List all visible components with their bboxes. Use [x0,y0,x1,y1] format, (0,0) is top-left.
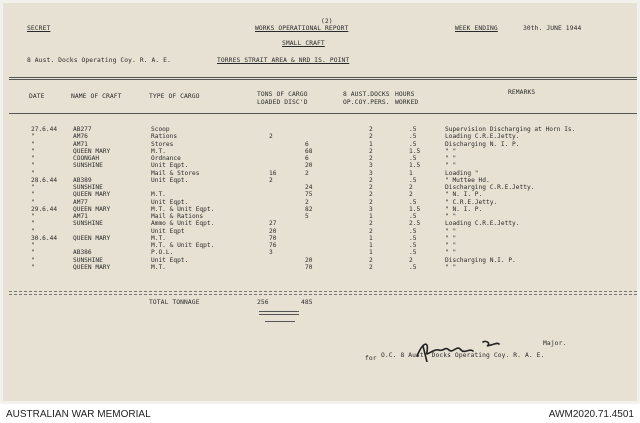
loaded-cell [269,184,287,191]
col-docks-2: OP.COY.PERS. [343,99,390,106]
craft-cell [73,170,145,177]
remarks-cell: Discharging N. I. P. [445,140,520,148]
date-cell: " [31,133,35,141]
col-hours-1: HOURS [395,91,415,98]
pers-column [369,126,379,271]
hours-cell: .5 [409,263,417,271]
hours-cell: .5 [409,234,417,242]
hours-cell: 1.5 [409,205,421,213]
disc-column [305,126,323,271]
col-remarks: REMARKS [508,89,536,96]
craft-cell: COONGAH [73,155,100,162]
pers-cell: 3 [369,169,373,177]
loaded-cell [269,191,287,198]
page-number: (2) [321,18,333,25]
date-cell: " [31,220,35,228]
remarks-cell: " " [445,227,457,235]
report-title: WORKS OPERATIONAL REPORT [255,25,349,32]
remarks-cell: " " [445,162,457,170]
disc-cell: 5 [305,213,309,220]
cargo-cell: M.T. [151,263,166,271]
craft-cell: AB277 [73,126,92,133]
remarks-cell: Discharging C.R.E.Jetty. [445,184,535,191]
remarks-cell: " " [445,213,457,220]
loaded-cell [269,148,287,155]
total-disc: 485 [301,299,313,306]
disc-cell [305,133,323,140]
remarks-cell: " " [445,242,457,249]
craft-cell: QUEEN MARY [73,263,111,271]
remarks-cell: " " [445,263,457,271]
date-cell: " [31,227,35,235]
cargo-cell [151,184,251,191]
loaded-cell [269,206,287,213]
loaded-cell [269,126,287,133]
remarks-cell: " N. I. P. [445,191,483,199]
col-docks-1: 8 AUST.DOCKS [343,91,390,98]
craft-cell: QUEEN MARY [73,147,111,155]
col-cargo: TYPE OF CARGO [149,93,200,100]
cargo-cell: Unit Eqpt. [151,198,189,206]
date-cell: 27.6.44 [31,126,58,133]
craft-cell: AB386 [73,249,92,257]
date-cell: " [31,162,35,170]
header-rule-bottom [9,113,637,114]
craft-cell: AM77 [73,198,88,206]
loaded-cell [269,155,287,162]
cargo-cell: Unit Eqpt [151,227,185,235]
loaded-cell [269,264,287,271]
remarks-cell: Supervision Discharging at Horn Is. [445,126,576,133]
hours-cell: .5 [409,140,417,148]
hours-cell: 1.5 [409,162,421,170]
unit-name: 8 Aust. Docks Operating Coy. R. A. E. [27,57,171,64]
disc-cell: 82 [305,205,313,213]
loaded-cell [269,213,287,220]
hours-column [409,126,425,271]
disc-cell [305,242,323,249]
total-underline-3 [265,321,295,322]
cargo-cell: M.T. & Unit Eqpt. [151,242,215,249]
col-craft: NAME OF CRAFT [71,93,122,100]
pers-cell: 1 [369,234,373,242]
loaded-cell: 76 [269,242,277,249]
craft-cell: AM76 [73,133,88,141]
col-tons-1: TONS OF CARGO [257,91,308,98]
loaded-cell: 20 [269,227,277,235]
loaded-cell: 2 [269,176,273,184]
hours-cell: .5 [409,176,417,184]
cargo-cell: M.T. [151,147,166,155]
craft-cell [73,242,145,249]
pers-cell: 2 [369,256,373,264]
loaded-column [269,126,287,271]
hours-cell: 1.5 [409,147,421,155]
hours-cell: .5 [409,213,417,220]
signature-prefix: for [365,355,377,362]
hours-cell: .5 [409,249,417,257]
week-label: WEEK ENDING [455,25,498,32]
report-subtitle: SMALL CRAFT [282,40,325,47]
loaded-cell [269,257,287,264]
pers-cell: 2 [369,220,373,228]
remarks-cell: " " [445,249,457,257]
cargo-cell: Scoop [151,126,170,133]
loaded-cell: 16 [269,169,277,177]
pers-cell: 1 [369,249,373,257]
pers-cell: 1 [369,213,373,220]
pers-cell: 2 [369,263,373,271]
loaded-cell: 27 [269,220,277,228]
remarks-column [445,126,635,271]
cargo-cell: M.T. [151,234,166,242]
remarks-cell: " N. I. P. [445,205,483,213]
remarks-cell: Loading " [445,169,479,177]
col-date: DATE [29,93,45,100]
footer-right: AWM2020.71.4501 [548,409,634,420]
date-cell: " [31,263,35,271]
date-cell: " [31,184,35,191]
total-underline [259,311,299,312]
cargo-cell: Unit Eqpt. [151,176,189,184]
cargo-cell: Unit Eqpt. [151,162,189,170]
pers-cell: 2 [369,191,373,199]
date-cell: " [31,155,35,162]
pers-cell: 3 [369,205,373,213]
signature-line: O.C. 8 Aust. Docks Operating Coy. R. A. E. [381,352,545,359]
remarks-cell: " Muttee Hd. [445,176,490,184]
cargo-column [151,126,251,271]
disc-cell: 75 [305,191,313,199]
disc-cell [305,220,323,227]
loaded-cell [269,199,287,206]
footer-left: AUSTRALIAN WAR MEMORIAL [6,409,151,420]
craft-column [73,126,145,271]
week-value: 30th. JUNE 1944 [523,25,582,32]
total-underline-2 [259,314,299,315]
disc-cell [305,228,323,235]
totals-rule [9,291,637,292]
loaded-cell [269,141,287,148]
disc-cell: 70 [305,263,313,271]
pers-cell: 2 [369,126,373,133]
archive-footer [0,404,640,423]
pers-cell: 2 [369,184,373,191]
area-name: TORRES STRAIT AREA & NRD IS. POINT [217,57,350,64]
header-rule-top-2 [9,79,637,80]
cargo-cell: Stores [151,140,174,148]
classification: SECRET [27,25,51,32]
loaded-cell [269,162,287,169]
hours-cell: 2.5 [409,220,421,228]
disc-cell [305,126,323,133]
col-tons-2: LOADED DISC'D [257,99,308,106]
craft-cell: AB389 [73,176,92,184]
craft-cell: AM71 [73,213,88,220]
pers-cell: 2 [369,133,373,141]
hours-cell: 1 [409,169,413,177]
remarks-cell: Loading C.R.E.Jetty. [445,220,520,228]
disc-cell: 20 [305,256,313,264]
pers-cell: 2 [369,155,373,162]
hours-cell: 2 [409,256,413,264]
date-cell: 30.6.44 [31,234,58,242]
date-cell: 28.6.44 [31,176,58,184]
pers-cell: 3 [369,162,373,170]
date-cell: " [31,256,35,264]
cargo-cell: M.T. [151,191,166,199]
date-cell: " [31,242,35,249]
date-cell: " [31,249,35,257]
signature-rank: Major. [543,340,567,347]
date-cell: 29.6.44 [31,205,58,213]
remarks-cell: " " [445,147,457,155]
craft-cell: SUNSHINE [73,184,103,191]
date-cell: " [31,140,35,148]
cargo-cell: Mail & Stores [151,169,200,177]
cargo-cell: P.O.L. [151,249,174,257]
date-cell: " [31,213,35,220]
disc-cell: 2 [305,198,309,206]
disc-cell: 68 [305,147,313,155]
craft-cell: AM71 [73,140,88,148]
remarks-cell: Discharging N.I. P. [445,256,516,264]
loaded-cell: 2 [269,133,273,141]
loaded-cell: 70 [269,234,277,242]
cargo-cell: Unit Eqpt. [151,256,189,264]
craft-cell: SUNSHINE [73,256,103,264]
disc-cell: 2 [305,169,309,177]
cargo-cell: Mail & Rations [151,213,204,220]
date-cell: " [31,169,35,177]
disc-cell: 6 [305,140,309,148]
disc-cell: 6 [305,155,309,162]
pers-cell: 2 [369,227,373,235]
pers-cell: 1 [369,140,373,148]
disc-cell [305,235,323,242]
disc-cell: 20 [305,162,313,170]
total-label: TOTAL TONNAGE [149,299,200,306]
totals-rule-2 [9,294,637,295]
header-rule-top [9,77,637,78]
remarks-cell: Loading C.R.E.Jetty. [445,133,520,141]
hours-cell: .5 [409,126,417,133]
remarks-cell: " C.R.E.Jetty. [445,198,498,206]
disc-cell [305,249,323,256]
col-hours-2: WORKED [395,99,419,106]
hours-cell: 2 [409,191,413,199]
date-cell: " [31,147,35,155]
disc-cell: 24 [305,184,313,191]
cargo-cell: Ammo & Unit Eqpt. [151,220,215,228]
hours-cell: .5 [409,198,417,206]
craft-cell: QUEEN MARY [73,191,111,199]
date-cell: " [31,191,35,199]
craft-cell: QUEEN MARY [73,234,111,242]
date-cell: " [31,198,35,206]
pers-cell: 2 [369,176,373,184]
disc-cell [305,177,323,184]
cargo-cell: M.T. & Unit Eqpt. [151,205,215,213]
pers-cell: 2 [369,147,373,155]
craft-cell: SUNSHINE [73,162,103,170]
craft-cell [73,228,145,235]
hours-cell: 2 [409,184,413,191]
pers-cell: 2 [369,198,373,206]
loaded-cell: 3 [269,249,273,257]
remarks-cell: " " [445,234,457,242]
total-loaded: 256 [257,299,269,306]
date-column [31,126,67,271]
hours-cell: .5 [409,242,417,249]
remarks-cell: " " [445,155,457,162]
hours-cell: .5 [409,227,417,235]
hours-cell: .5 [409,133,417,141]
cargo-cell: Ordnance [151,155,181,162]
cargo-cell: Rations [151,133,178,141]
craft-cell: QUEEN MARY [73,205,111,213]
document-page [3,3,637,401]
hours-cell: .5 [409,155,417,162]
craft-cell: SUNSHINE [73,220,103,228]
pers-cell: 1 [369,242,373,249]
